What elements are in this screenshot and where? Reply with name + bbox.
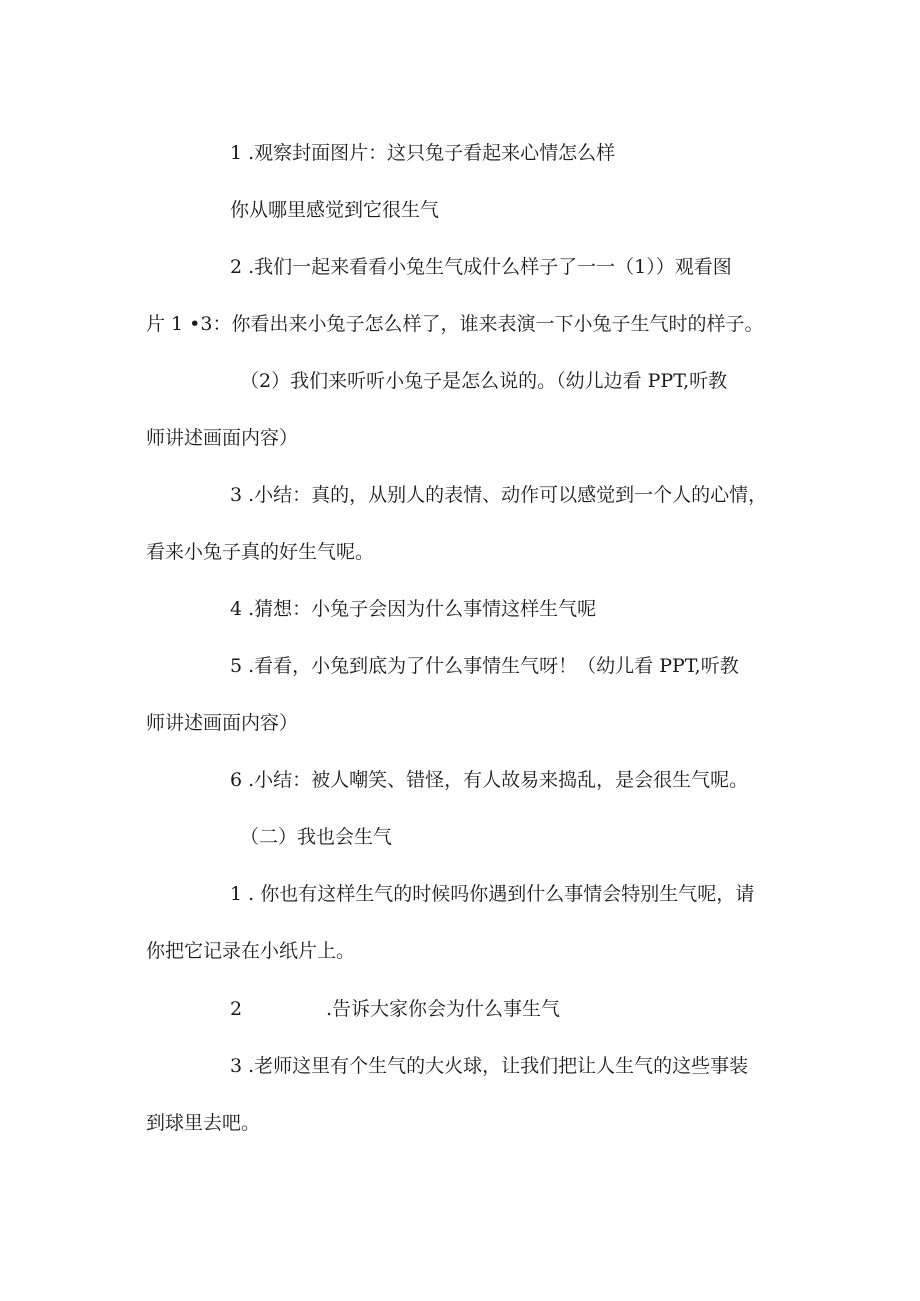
section-2-item-3-line-1: 3 .老师这里有个生气的大火球，让我们把让人生气的这些事装 [230,1055,749,1077]
paragraph-6-line: 6 .小结：被人嘲笑、错怪，有人故易来捣乱，是会很生气呢。 [230,769,749,791]
section-2-item-2-text: .告诉大家你会为什么事生气 [326,998,561,1020]
paragraph-3-line-2: 看来小兔子真的好生气呢。 [146,541,375,563]
paragraph-1-line: 1 .观察封面图片：这只兔子看起来心情怎么样 [230,142,616,164]
paragraph-3-line-1: 3 .小结：真的，从别人的表情、动作可以感觉到一个人的心情， [230,484,768,506]
paragraph-2-sub-2-line-2: 师讲述画面内容） [146,427,299,449]
paragraph-4-line: 4 .猜想：小兔子会因为什么事情这样生气呢 [230,598,597,620]
paragraph-5-line-1: 5 .看看，小兔到底为了什么事情生气呀！（幼儿看 PPT,听教 [230,655,739,677]
paragraph-2-line-1: 2 .我们一起来看看小兔生气成什么样子了一一（1））观看图 [230,256,732,278]
paragraph-2-line-2: 片 1 •3：你看出来小兔子怎么样了，谁来表演一下小兔子生气时的样子。 [146,313,764,335]
section-heading: （二）我也会生气 [240,826,393,848]
paragraph-2-sub-2-line-1: （2）我们来听听小兔子是怎么说的。（幼儿边看 PPT,听教 [240,370,728,392]
paragraph-1-continuation: 你从哪里感觉到它很生气 [230,199,440,221]
section-2-item-1-line-1: 1 . 你也有这样生气的时候吗你遇到什么事情会特别生气呢，请 [230,883,755,905]
paragraph-5-line-2: 师讲述画面内容） [146,712,299,734]
section-2-item-3-line-2: 到球里去吧。 [146,1112,261,1134]
section-2-item-2-number: 2 [230,998,243,1020]
section-2-item-1-line-2: 你把它记录在小纸片上。 [146,940,356,962]
